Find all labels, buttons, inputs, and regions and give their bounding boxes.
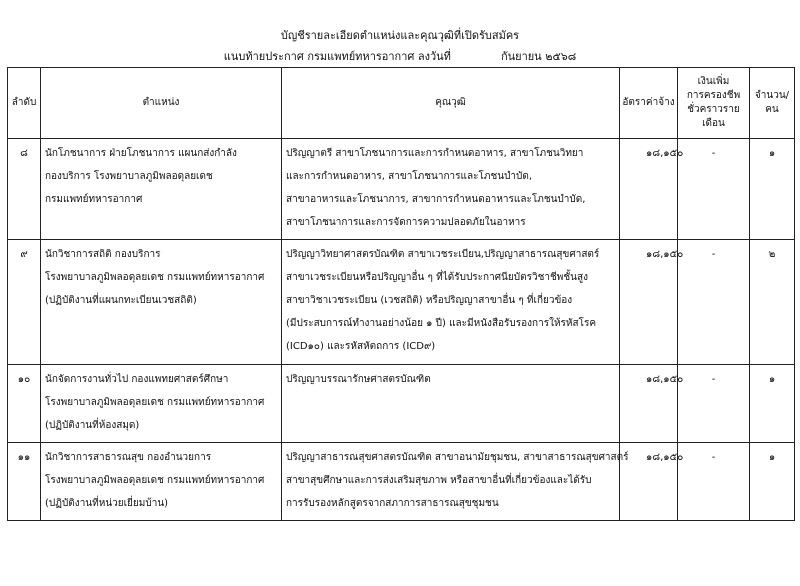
salary-value: ๑๘,๑๕๐ <box>646 249 684 260</box>
qualification-line: สาขาโภชนาการและการจัดการความปลอดภัยในอาหาร <box>286 217 526 228</box>
qualification-line: ปริญญาตรี สาขาโภชนาการและการกำหนดอาหาร, สาขาโภชนวิทยา <box>286 148 584 159</box>
cell-no <box>8 139 41 240</box>
allowance-value: - <box>711 148 716 159</box>
position-line: โรงพยาบาลภูมิพลอดุลยเดช กรมแพทย์ทหารอากาศ <box>45 272 265 283</box>
count-value: ๑ <box>768 374 776 385</box>
qualification-line: และการกำหนดอาหาร, สาขาโภชนาการและโภชนบำบัด, <box>286 171 533 182</box>
count-value: ๑ <box>768 452 776 463</box>
qualification-line: (มีประสบการณ์ทำงานอย่างน้อย ๑ ปี) และมีหนังสือรับรองการให้รหัสโรค <box>286 318 597 329</box>
col-header-no: ลำดับ <box>8 68 41 139</box>
qualification-line: สาขาสุขศึกษาและการส่งเสริมสุขภาพ หรือสาขาอื่นที่เกี่ยวข้องและได้รับ <box>286 475 592 486</box>
allowance-value: - <box>711 374 716 385</box>
cell-qualification <box>282 139 620 240</box>
qualification-line: ปริญญาวิทยาศาสตรบัณฑิต สาขาเวชระเบียน,ปริญญาสาธารณสุขศาสตร์ <box>286 249 600 260</box>
cell-qualification <box>282 365 620 443</box>
cell-position <box>41 365 282 443</box>
position-line: (ปฏิบัติงานที่ห้องสมุด) <box>45 420 140 431</box>
cell-allowance <box>678 240 750 365</box>
cell-no <box>8 365 41 443</box>
position-line: นักจัดการงานทั่วไป กองแพทยศาสตร์ศึกษา <box>45 374 229 385</box>
document-title: บัญชีรายละเอียดตำแหน่งและคุณวุฒิที่เปิดรับสมัคร <box>280 29 520 42</box>
col-header-position: ตำแหน่ง <box>41 68 282 139</box>
allowance-header-line: การครองชีพ <box>686 90 741 101</box>
cell-qualification <box>282 443 629 521</box>
count-value: ๒ <box>768 249 776 260</box>
position-line: (ปฏิบัติงานที่หน่วยเยี่ยมบ้าน) <box>45 498 169 509</box>
cell-salary <box>620 240 684 365</box>
cell-allowance <box>678 443 750 521</box>
row-number: ๙ <box>20 249 28 260</box>
cell-count <box>750 365 795 443</box>
position-line: (ปฏิบัติงานที่แผนกทะเบียนเวชสถิติ) <box>45 295 197 306</box>
cell-salary <box>620 139 684 240</box>
col-header-count: จำนวน/คน <box>750 68 795 139</box>
table-row <box>8 443 795 521</box>
row-number: ๑๑ <box>17 452 31 463</box>
count-value: ๑ <box>768 148 776 159</box>
col-header-qualification: คุณวุฒิ <box>282 68 620 139</box>
salary-value: ๑๘,๑๕๐ <box>646 148 684 159</box>
allowance-value: - <box>711 452 716 463</box>
col-header-allowance <box>678 68 750 139</box>
qualification-line: การรับรองหลักสูตรจากสภาการสาธารณสุขชุมชน <box>286 498 499 509</box>
qualification-line: ปริญญาสาธารณสุขศาสตรบัณฑิต สาขาอนามัยชุมชน, สาขาสาธารณสุขศาสตร์ <box>286 452 629 463</box>
cell-salary <box>620 365 684 443</box>
qualification-line: (ICD๑๐) และรหัสหัตถการ (ICD๙) <box>286 341 436 352</box>
cell-position <box>41 443 282 521</box>
cell-allowance <box>678 365 750 443</box>
col-header-salary: อัตราค่าจ้าง <box>620 68 678 139</box>
cell-qualification <box>282 240 620 365</box>
cell-position <box>41 240 282 365</box>
row-number: ๘ <box>20 148 28 159</box>
position-line: กรมแพทย์ทหารอากาศ <box>45 194 143 205</box>
qualification-line: สาขาวิชาเวชระเบียน (เวชสถิติ) หรือปริญญาสาขาอื่น ๆ ที่เกี่ยวข้อง <box>286 295 573 306</box>
table-row <box>8 139 795 240</box>
allowance-header-line: เงินเพิ่ม <box>697 76 730 87</box>
cell-no <box>8 443 41 521</box>
qualification-line: สาขาเวชระเบียนหรือปริญญาอื่น ๆ ที่ได้รับประกาศนียบัตรวิชาชีพชั้นสูง <box>286 272 588 283</box>
position-line: นักวิชาการสาธารณสุข กองอำนวยการ <box>45 452 212 463</box>
salary-value: ๑๘,๑๕๐ <box>646 374 684 385</box>
table-row <box>8 240 795 365</box>
position-line: โรงพยาบาลภูมิพลอดุลยเดช กรมแพทย์ทหารอากาศ <box>45 397 265 408</box>
qualification-line: ปริญญาบรรณารักษศาสตรบัณฑิต <box>286 374 431 385</box>
cell-allowance <box>678 139 750 240</box>
qualification-line: สาขาอาหารและโภชนาการ, สาขาการกำหนดอาหารและโภชนบำบัด, <box>286 194 586 205</box>
document-subtitle <box>0 47 800 65</box>
row-number: ๑๐ <box>17 374 31 385</box>
announcement-date: กันยายน ๒๕๖๘ <box>500 50 577 63</box>
position-line: กองบริการ โรงพยาบาลภูมิพลอดุลยเดช <box>45 171 213 182</box>
salary-value: ๑๘,๑๕๐ <box>646 452 684 463</box>
position-line: นักโภชนาการ ฝ่ายโภชนาการ แผนกส่งกำลัง <box>45 148 237 159</box>
position-line: นักวิชาการสถิติ กองบริการ <box>45 249 161 260</box>
allowance-header-line: เดือน <box>702 118 725 129</box>
position-line: โรงพยาบาลภูมิพลอดุลยเดช กรมแพทย์ทหารอากาศ <box>45 475 265 486</box>
allowance-value: - <box>711 249 716 260</box>
cell-count <box>750 139 795 240</box>
cell-count <box>750 443 795 521</box>
announcement-reference: แนบท้ายประกาศ กรมแพทย์ทหารอากาศ ลงวันที่ <box>223 50 451 63</box>
cell-count <box>750 240 795 365</box>
table-header-row <box>8 68 795 139</box>
table-row <box>8 365 795 443</box>
positions-table <box>7 67 795 521</box>
cell-no <box>8 240 41 365</box>
cell-position <box>41 139 282 240</box>
allowance-header-line: ชั่วคราวราย <box>687 104 740 115</box>
